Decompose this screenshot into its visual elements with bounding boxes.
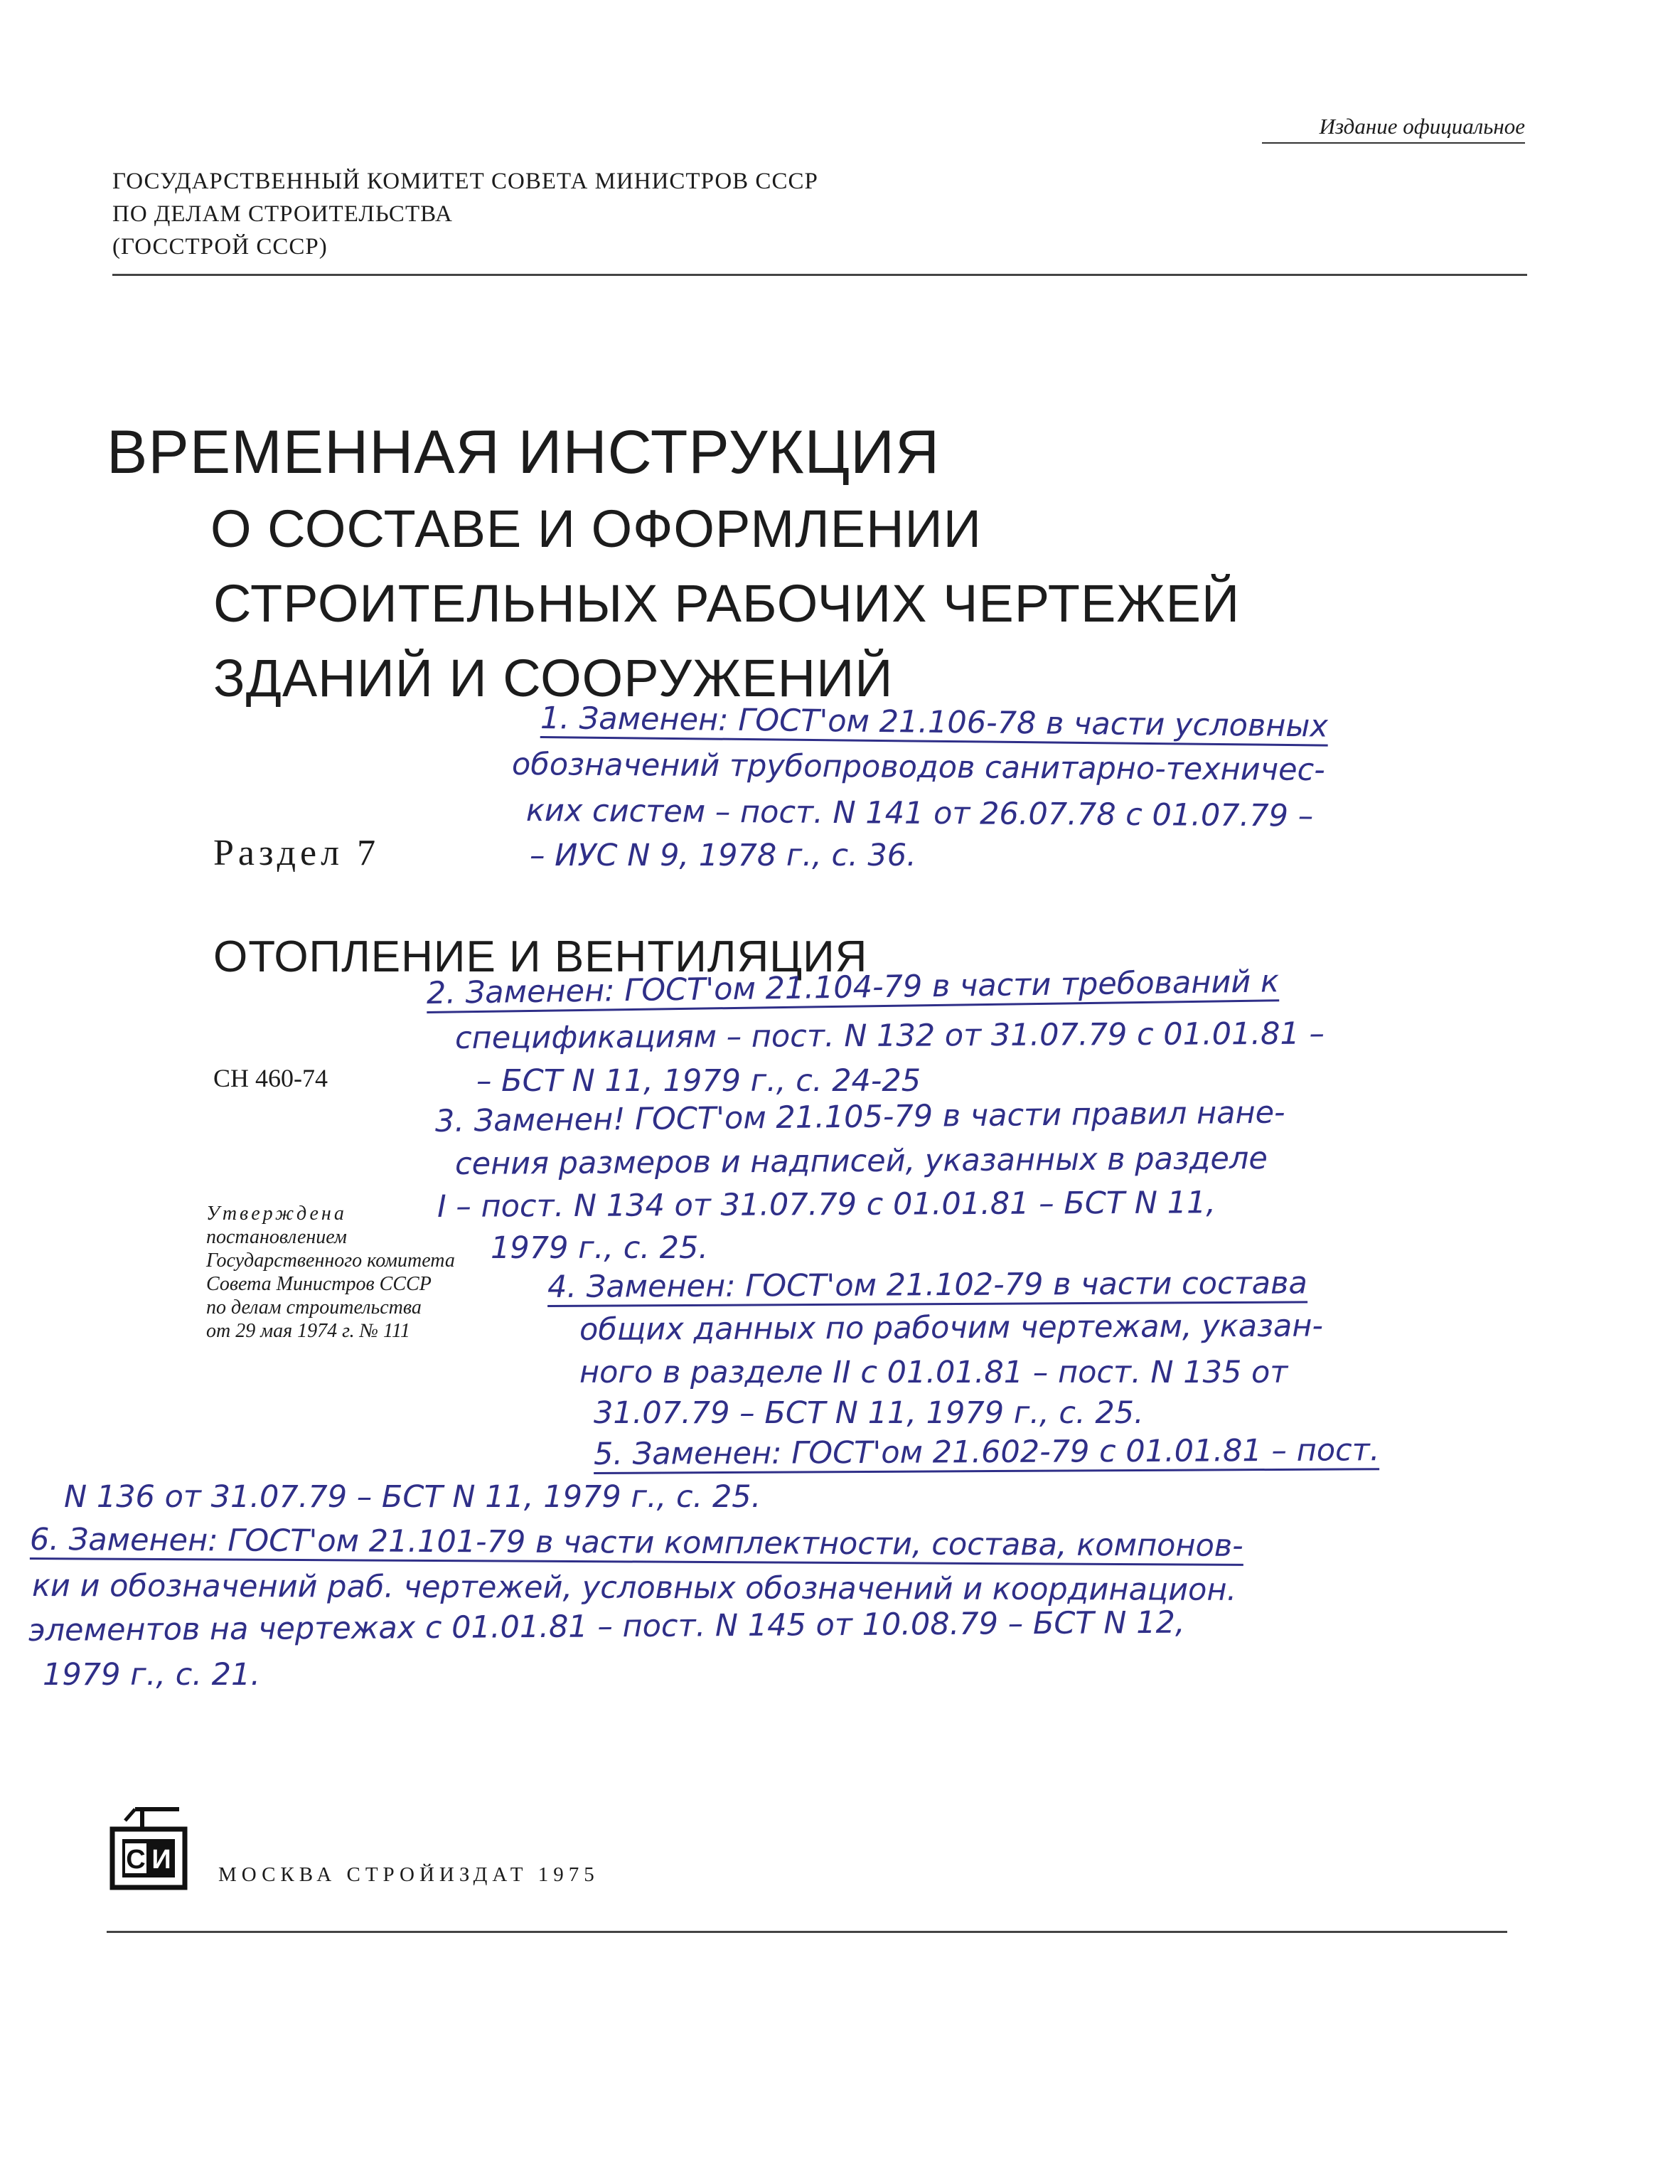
handwritten-note-line: I – пост. N 134 от 31.07.79 с 01.01.81 – БСТ N 11, (437, 1185, 1216, 1225)
handwritten-note-line: 4. Заменен: ГОСТ'ом 21.102-79 в части состава (547, 1265, 1307, 1307)
publisher-logo (108, 1799, 190, 1892)
handwritten-note-line: общих данных по рабочим чертежам, указан- (579, 1308, 1324, 1348)
handwritten-note-line: 6. Заменен: ГОСТ'ом 21.101-79 в части комплектности, состава, компонов- (30, 1522, 1243, 1566)
handwritten-note-line: 1979 г., с. 21. (43, 1657, 261, 1693)
document-code: СН 460-74 (213, 1064, 328, 1092)
handwritten-note-line: ного в разделе II с 01.01.81 – пост. N 135 от (579, 1355, 1288, 1390)
handwritten-note-line: ких систем – пост. N 141 от 26.07.78 с 01.07.79 – (525, 793, 1314, 834)
publisher-line: МОСКВА СТРОЙИЗДАТ 1975 (218, 1863, 599, 1886)
committee-line: (ГОССТРОЙ СССР) (112, 234, 328, 260)
committee-line: ГОСУДАРСТВЕННЫЙ КОМИТЕТ СОВЕТА МИНИСТРОВ СССР (112, 169, 818, 194)
handwritten-note-line: – БСТ N 11, 1979 г., с. 24-25 (476, 1063, 921, 1099)
committee-header (112, 165, 818, 263)
approval-line: Государственного комитета (206, 1250, 455, 1272)
handwritten-note-line: 31.07.79 – БСТ N 11, 1979 г., с. 25. (594, 1395, 1144, 1431)
handwritten-note-line: ки и обозначений раб. чертежей, условных обозначений и координацион. (31, 1568, 1237, 1608)
handwritten-note-line: 2. Заменен: ГОСТ'ом 21.104-79 в части требований к (427, 964, 1280, 1013)
section-title: ОТОПЛЕНИЕ И ВЕНТИЛЯЦИЯ (213, 932, 868, 981)
handwritten-note-line: обозначений трубопроводов санитарно-техничес- (511, 747, 1325, 788)
handwritten-note-line: сения размеров и надписей, указанных в разделе (454, 1141, 1268, 1182)
section-number: Раздел 7 (213, 833, 380, 873)
handwritten-note-line: – ИУС N 9, 1978 г., с. 36. (530, 838, 916, 873)
bottom-divider (107, 1931, 1507, 1933)
svg-text:И: И (151, 1845, 171, 1875)
doc-title-line-3: СТРОИТЕЛЬНЫХ РАБОЧИХ ЧЕРТЕЖЕЙ (213, 574, 1241, 633)
approval-block (206, 1202, 455, 1343)
svg-text:С: С (126, 1845, 146, 1875)
approval-line: постановлением (206, 1226, 347, 1248)
top-divider (112, 274, 1527, 276)
handwritten-note-line: 1. Заменен: ГОСТ'ом 21.106-78 в части условных (540, 701, 1328, 747)
handwritten-note-line: 1979 г., с. 25. (491, 1230, 709, 1266)
doc-title-line-2: О СОСТАВЕ И ОФОРМЛЕНИИ (210, 499, 982, 558)
approval-line: Утверждена (206, 1203, 347, 1225)
approval-line: Совета Министров СССР (206, 1273, 432, 1295)
approval-line: от 29 мая 1974 г. № 111 (206, 1320, 410, 1342)
approval-line: по делам строительства (206, 1296, 422, 1319)
publisher-logo-icon (108, 1799, 190, 1892)
doc-title-line-4: ЗДАНИЙ И СООРУЖЕНИЙ (213, 649, 894, 708)
handwritten-note-line: 5. Заменен: ГОСТ'ом 21.602-79 с 01.01.81 – пост. (594, 1432, 1380, 1474)
edition-label: Издание официальное (1262, 114, 1525, 144)
committee-line: ПО ДЕЛАМ СТРОИТЕЛЬСТВА (112, 201, 453, 227)
handwritten-note-line: элементов на чертежах с 01.01.81 – пост. N 145 от 10.08.79 – БСТ N 12, (28, 1604, 1185, 1648)
handwritten-note-line: 3. Заменен! ГОСТ'ом 21.105-79 в части правил нане- (434, 1094, 1285, 1139)
handwritten-note-line: спецификациям – пост. N 132 от 31.07.79 с 01.01.81 – (454, 1016, 1325, 1056)
handwritten-note-line: N 136 от 31.07.79 – БСТ N 11, 1979 г., с. 25. (64, 1479, 761, 1515)
doc-title-line-1: ВРЕМЕННАЯ ИНСТРУКЦИЯ (107, 418, 941, 486)
